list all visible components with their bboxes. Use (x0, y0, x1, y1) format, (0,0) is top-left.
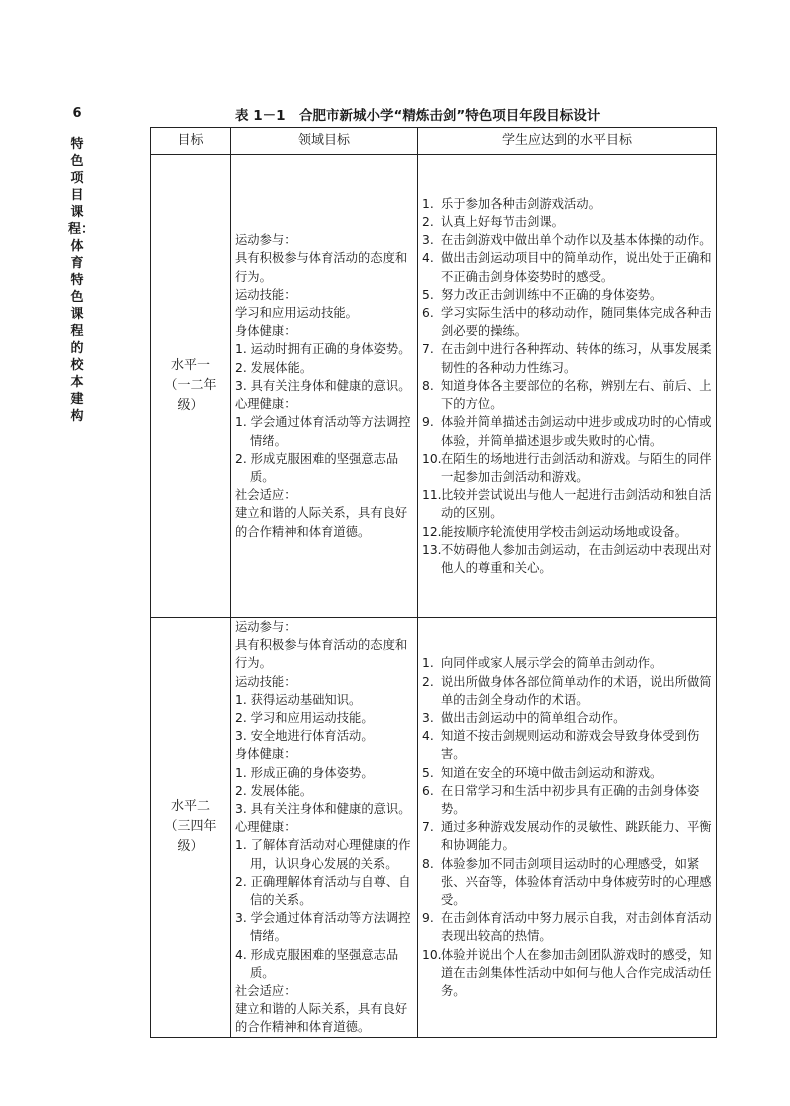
domain-heading: 运动参与： (235, 620, 297, 634)
header-domain-goals: 领域目标 (231, 128, 418, 155)
level-name: 水平二 (170, 799, 210, 815)
goal-number: 7. (422, 342, 434, 357)
goal-text: 体验并说出个人在参加击剑团队游戏时的感受，知道在击剑集体性活动中如何与他人合作完成活动任务。 (441, 947, 712, 999)
table-row (151, 618, 717, 1038)
goal-number: 5. (422, 765, 434, 780)
goal-item (422, 523, 712, 541)
domain-heading: 运动技能： (235, 287, 297, 302)
domain-heading: 运动技能： (235, 674, 297, 689)
goal-text: 能按顺序轮流使用学校击剑运动场地或设备。 (441, 524, 687, 539)
goal-item (422, 782, 712, 818)
goals-table (150, 127, 717, 1038)
goal-text: 知道身体各主要部位的名称，辨别左右、前后、上下的方位。 (441, 378, 712, 412)
domain-heading: 运动参与： (235, 233, 297, 248)
goal-item (422, 231, 712, 249)
goal-text: 体验并简单描述击剑运动中进步或成功时的心情或体验，并简单描述退步或失败时的心情。 (441, 415, 712, 448)
level-cell (151, 618, 231, 1038)
goal-item (422, 486, 712, 522)
table-header-row (151, 128, 717, 155)
domain-entry: 2. 形成克服困难的坚强意志品质。 (235, 451, 399, 484)
goal-item (422, 377, 712, 413)
goal-number: 2. (422, 215, 434, 230)
domain-entry: 建立和谐的人际关系，具有良好的合作精神和体育道德。 (235, 1002, 408, 1035)
header-level-goals: 学生应达到的水平目标 (418, 128, 717, 155)
goals-cell (418, 618, 717, 1038)
goal-item (422, 855, 712, 910)
domain-entry: 2. 发展体能。 (235, 360, 313, 375)
goal-text: 在陌生的场地进行击剑活动和游戏。与陌生的同伴一起参加击剑活动和游戏。 (441, 451, 712, 484)
goal-text: 在击剑中进行各种挥动、转体的练习，从事发展柔韧性的各种动力性练习。 (441, 342, 712, 375)
goal-number: 6. (422, 783, 434, 798)
goal-item (422, 450, 712, 486)
domain-entry: 1. 了解体育活动对心理健康的作用，认识身心发展的关系。 (235, 838, 411, 871)
goal-text: 在日常学习和生活中初步具有正确的击剑身体姿势。 (441, 783, 700, 817)
goal-text: 乐于参加各种击剑游戏活动。 (441, 196, 601, 211)
domain-entry: 3. 具有关注身体和健康的意识。 (235, 802, 411, 817)
goal-item (422, 195, 712, 213)
domain-entry: 1. 运动时拥有正确的身体姿势。 (235, 342, 411, 357)
domain-heading: 社会适应： (235, 488, 297, 503)
domain-entry: 具有积极参与体育活动的态度和行为。 (235, 638, 408, 671)
goal-number: 2. (422, 674, 434, 689)
domain-heading: 社会适应： (235, 984, 297, 999)
domain-entry: 3. 学会通过体育活动等方法调控情绪。 (235, 911, 411, 944)
domain-entry: 1. 获得运动基础知识。 (235, 692, 362, 707)
goal-item (422, 673, 712, 709)
goals-list (422, 195, 712, 577)
goal-item (422, 413, 712, 449)
goal-item (422, 249, 712, 285)
goal-item (422, 764, 712, 782)
domain-entry: 3. 安全地进行体育活动。 (235, 729, 374, 744)
goal-text: 体验参加不同击剑项目运动时的心理感受，如紧张、兴奋等，体验体育活动中身体疲劳时的心理感受。 (441, 856, 712, 908)
domain-entry: 1. 形成正确的身体姿势。 (235, 765, 374, 780)
domain-heading: 身体健康： (235, 324, 297, 339)
domain-entry: 4. 形成克服困难的坚强意志品质。 (235, 947, 399, 980)
domain-heading: 心理健康： (235, 397, 297, 412)
running-head (68, 105, 95, 425)
goal-number: 6. (422, 306, 434, 321)
goal-item (422, 541, 712, 577)
goal-number: 13. (422, 542, 442, 557)
domain-list (235, 618, 413, 1037)
goal-number: 3. (422, 233, 434, 248)
goal-text: 做出击剑运动项目中的简单动作，说出处于正确和不正确击剑身体姿势时的感受。 (441, 251, 712, 284)
domain-cell (231, 155, 418, 618)
goal-item (422, 340, 712, 376)
goal-number: 4. (422, 251, 434, 266)
domain-entry: 2. 正确理解体育活动与自尊、自信的关系。 (235, 874, 411, 908)
goal-number: 10. (422, 451, 442, 466)
level-grades: （一二年级） (164, 378, 217, 413)
domain-entry: 2. 学习和应用运动技能。 (235, 711, 374, 726)
goal-text: 认真上好每节击剑课。 (441, 215, 564, 230)
level-grades: （三四年级） (164, 819, 217, 855)
goal-number: 11. (422, 488, 442, 503)
goal-item (422, 727, 712, 763)
goal-number: 3. (422, 711, 434, 726)
goal-number: 1. (422, 656, 434, 671)
table-row (151, 155, 717, 618)
goal-number: 1. (422, 196, 434, 211)
goal-text: 在击剑体育活动中努力展示自我，对击剑体育活动表现出较高的热情。 (441, 911, 712, 944)
domain-heading: 心理健康： (235, 820, 297, 835)
goal-number: 8. (422, 378, 434, 393)
goal-text: 向同伴或家人展示学会的简单击剑动作。 (441, 656, 663, 671)
goal-number: 9. (422, 911, 434, 926)
goal-text: 学习实际生活中的移动动作，随同集体完成各种击剑必要的操练。 (441, 306, 712, 339)
goal-item (422, 946, 712, 1001)
goal-text: 说出所做身体各部位简单动作的术语，说出所做简单的击剑全身动作的术语。 (441, 674, 712, 707)
goal-text: 不妨碍他人参加击剑运动，在击剑运动中表现出对他人的尊重和关心。 (441, 542, 712, 575)
goal-item (422, 654, 712, 672)
domain-list (235, 231, 413, 540)
goal-text: 知道不按击剑规则运动和游戏会导致身体受到伤害。 (441, 729, 700, 762)
domain-entry: 具有积极参与体育活动的态度和行为。 (235, 251, 408, 284)
goal-text: 知道在安全的环境中做击剑运动和游戏。 (441, 765, 663, 780)
domain-entry: 2. 发展体能。 (235, 783, 313, 798)
domain-heading: 身体健康： (235, 747, 297, 762)
goal-number: 5. (422, 287, 434, 302)
domain-entry: 学习和应用运动技能。 (235, 306, 358, 321)
goals-cell (418, 155, 717, 618)
domain-entry: 建立和谐的人际关系，具有良好的合作精神和体育道德。 (235, 506, 408, 539)
goal-item (422, 286, 712, 304)
goal-text: 在击剑游戏中做出单个动作以及基本体操的动作。 (441, 233, 712, 248)
domain-cell (231, 618, 418, 1038)
goal-text: 通过多种游戏发展动作的灵敏性、跳跃能力、平衡和协调能力。 (441, 820, 712, 853)
goal-item (422, 213, 712, 231)
goal-number: 4. (422, 729, 434, 744)
header-target: 目标 (151, 128, 231, 155)
goal-item (422, 709, 712, 727)
goal-text: 比较并尝试说出与他人一起进行击剑活动和独自活动的区别。 (441, 488, 712, 521)
goal-number: 10. (422, 947, 442, 962)
page-number: 6 (72, 106, 82, 121)
goal-number: 7. (422, 820, 434, 835)
goal-number: 12. (422, 524, 442, 539)
domain-entry: 3. 具有关注身体和健康的意识。 (235, 378, 411, 393)
goal-number: 9. (422, 415, 434, 430)
domain-entry: 1. 学会通过体育活动等方法调控情绪。 (235, 415, 411, 448)
goals-list (422, 654, 712, 1000)
running-head-title: 特色项目课程：体育特色课程的校本建构 (68, 137, 95, 424)
level-cell (151, 155, 231, 618)
goal-number: 8. (422, 856, 434, 871)
goal-item (422, 909, 712, 945)
level-name: 水平一 (170, 358, 210, 373)
goal-item (422, 818, 712, 854)
goal-text: 努力改正击剑训练中不正确的身体姿势。 (441, 287, 663, 302)
table-caption: 表 1－1 合肥市新城小学“精炼击剑”特色项目年段目标设计 (235, 108, 601, 124)
goal-text: 做出击剑运动中的简单组合动作。 (441, 711, 626, 726)
goal-item (422, 304, 712, 340)
